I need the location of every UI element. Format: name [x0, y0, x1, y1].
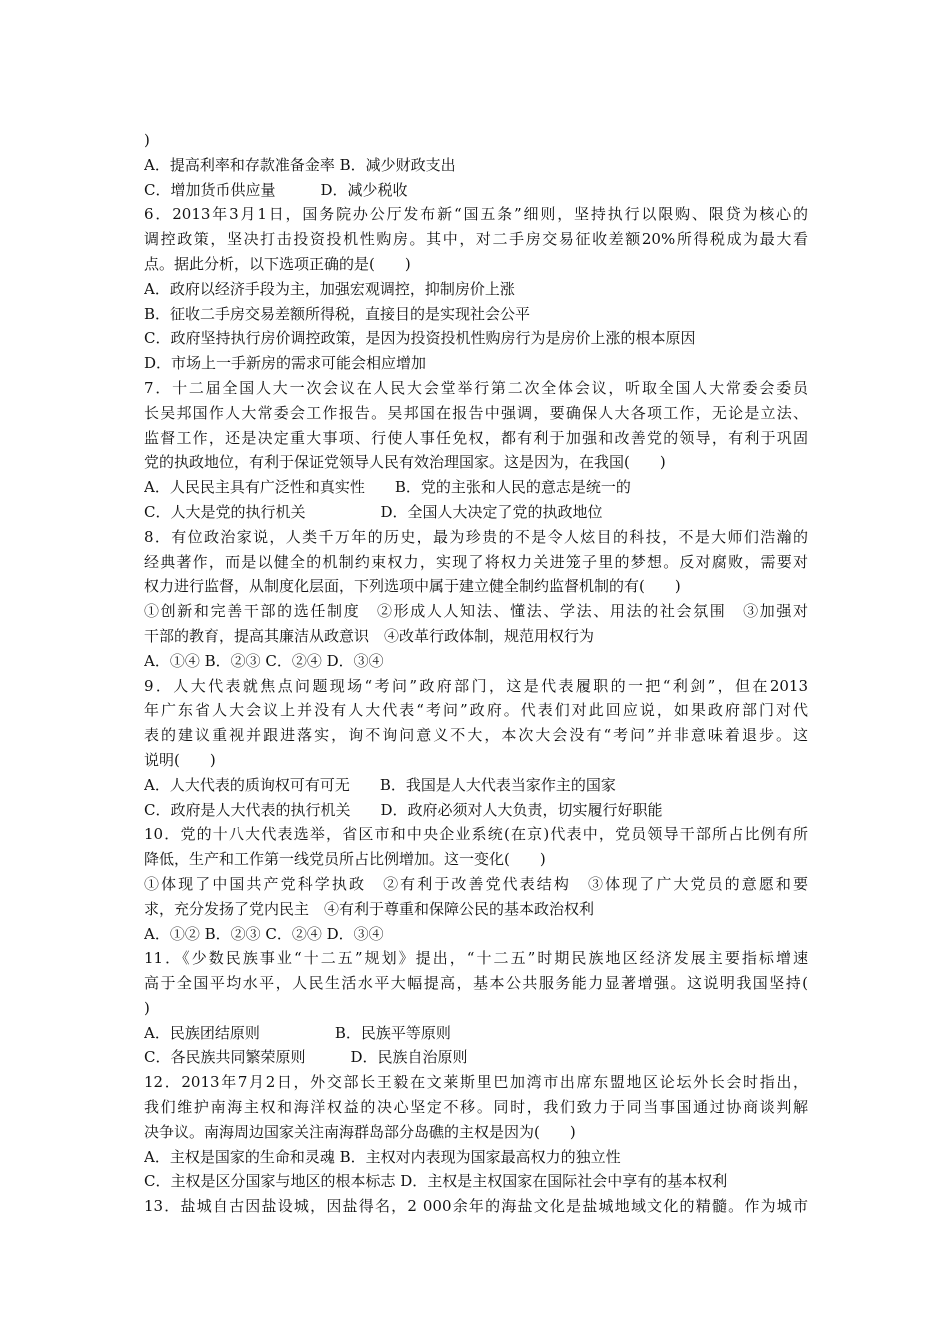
text-line-35: 高于全国平均水平，人民生活水平大幅提高，基本公共服务能力显著增强。这说明我国坚持(	[144, 974, 808, 993]
text-line-9: C．政府坚持执行房价调控政策，是因为投资投机性购房行为是房价上涨的根本原因	[144, 329, 696, 348]
text-line-10: D．市场上一手新房的需求可能会相应增加	[144, 354, 427, 373]
text-line-43: C．主权是区分国家与地区的根本标志 D．主权是主权国家在国际社会中享有的基本权利	[144, 1172, 728, 1191]
text-line-40: 我们维护南海主权和海洋权益的决心坚定不移。同时，我们致力于同当事国通过协商谈判解	[144, 1098, 808, 1117]
text-line-31: ①体现了中国共产党科学执政 ②有利于改善党代表结构 ③体现了广大党员的意愿和要	[144, 874, 808, 893]
text-line-20: ①创新和完善干部的选任制度 ②形成人人知法、懂法、学法、用法的社会氛围 ③加强对	[144, 602, 808, 621]
text-line-4: 6．2013年3月1日，国务院办公厅发布新“国五条”细则，坚持执行以限购、限贷为核心的	[144, 205, 808, 224]
text-line-39: 12．2013年7月2日，外交部长王毅在文莱斯里巴加湾市出席东盟地区论坛外长会时指出，	[144, 1073, 808, 1092]
text-line-19: 权力进行监督，从制度化层面，下列选项中属于建立健全制约监督机制的有( )	[144, 577, 681, 596]
text-line-12: 长吴邦国作人大常委会工作报告。吴邦国在报告中强调，要确保人大各项工作，无论是立法、	[144, 403, 808, 422]
text-line-13: 监督工作，还是决定重大事项、行使人事任免权，都有利于加强和改善党的领导，有利于巩固	[144, 428, 808, 447]
text-line-44: 13．盐城自古因盐设城，因盐得名，2 000余年的海盐文化是盐城地域文化的精髓。作为城市	[144, 1197, 808, 1216]
text-line-18: 经典著作，而是以健全的机制约束权力，实现了将权力关进笼子里的梦想。反对腐败，需要对	[144, 552, 808, 571]
text-line-5: 调控政策，坚决打击投资投机性购房。其中，对二手房交易征收差额20%所得税成为最大看	[144, 230, 808, 249]
text-line-2: A．提高利率和存款准备金率 B．减少财政支出	[144, 155, 456, 174]
text-line-23: 9．人大代表就焦点问题现场“考问”政府部门，这是代表履职的一把“利剑”，但在2013	[144, 676, 808, 695]
text-line-21: 干部的教育，提高其廉洁从政意识 ④改革行政体制，规范用权行为	[144, 626, 595, 645]
text-line-27: A．人大代表的质询权可有可无 B．我国是人大代表当家作主的国家	[144, 775, 616, 794]
text-line-29: 10．党的十八大代表选举，省区市和中央企业系统(在京)代表中，党员领导干部所占比例有所	[144, 825, 808, 844]
text-line-42: A．主权是国家的生命和灵魂 B．主权对内表现为国家最高权力的独立性	[144, 1147, 621, 1166]
text-line-25: 表的建议重视并跟进落实，询不询问意义不大，本次大会没有“考问”并非意味着退步。这	[144, 726, 808, 745]
text-line-1: )	[144, 131, 150, 149]
text-line-30: 降低，生产和工作第一线党员所占比例增加。这一变化( )	[144, 850, 546, 869]
text-line-14: 党的执政地位，有利于保证党领导人民有效治理国家。这是因为，在我国( )	[144, 453, 666, 472]
text-line-15: A．人民民主具有广泛性和真实性 B．党的主张和人民的意志是统一的	[144, 478, 631, 497]
text-line-11: 7．十二届全国人大一次会议在人民大会堂举行第二次全体会议，听取全国人大常委会委员	[144, 378, 808, 397]
text-line-17: 8．有位政治家说，人类千万年的历史，最为珍贵的不是令人炫目的科技，不是大师们浩瀚的	[144, 527, 808, 546]
text-line-24: 年广东省人大会议上并没有人大代表“考问”政府。代表们对此回应说，如果政府部门对代	[144, 701, 808, 720]
text-line-41: 决争议。南海周边国家关注南海群岛部分岛礁的主权是因为( )	[144, 1122, 576, 1141]
text-line-33: A．①② B．②③ C．②④ D．③④	[144, 924, 384, 943]
text-line-8: B．征收二手房交易差额所得税，直接目的是实现社会公平	[144, 304, 531, 323]
text-line-16: C．人大是党的执行机关 D．全国人大决定了党的执政地位	[144, 502, 603, 521]
text-line-26: 说明( )	[144, 750, 216, 769]
exam-text-body	[144, 128, 808, 1219]
text-line-7: A．政府以经济手段为主，加强宏观调控，抑制房价上涨	[144, 279, 515, 298]
text-line-37: A．民族团结原则 B．民族平等原则	[144, 1023, 451, 1042]
text-line-6: 点。据此分析，以下选项正确的是( )	[144, 254, 411, 273]
text-line-34: 11．《少数民族事业“十二五”规划》提出，“十二五”时期民族地区经济发展主要指标增速	[144, 949, 808, 968]
text-line-22: A．①④ B．②③ C．②④ D．③④	[144, 651, 384, 670]
text-line-28: C．政府是人大代表的执行机关 D．政府必须对人大负责，切实履行好职能	[144, 800, 663, 819]
text-line-3: C．增加货币供应量 D．减少税收	[144, 180, 408, 199]
text-line-36: )	[144, 998, 150, 1017]
text-line-38: C．各民族共同繁荣原则 D．民族自治原则	[144, 1048, 468, 1067]
text-line-32: 求，充分发扬了党内民主 ④有利于尊重和保障公民的基本政治权利	[144, 899, 595, 918]
